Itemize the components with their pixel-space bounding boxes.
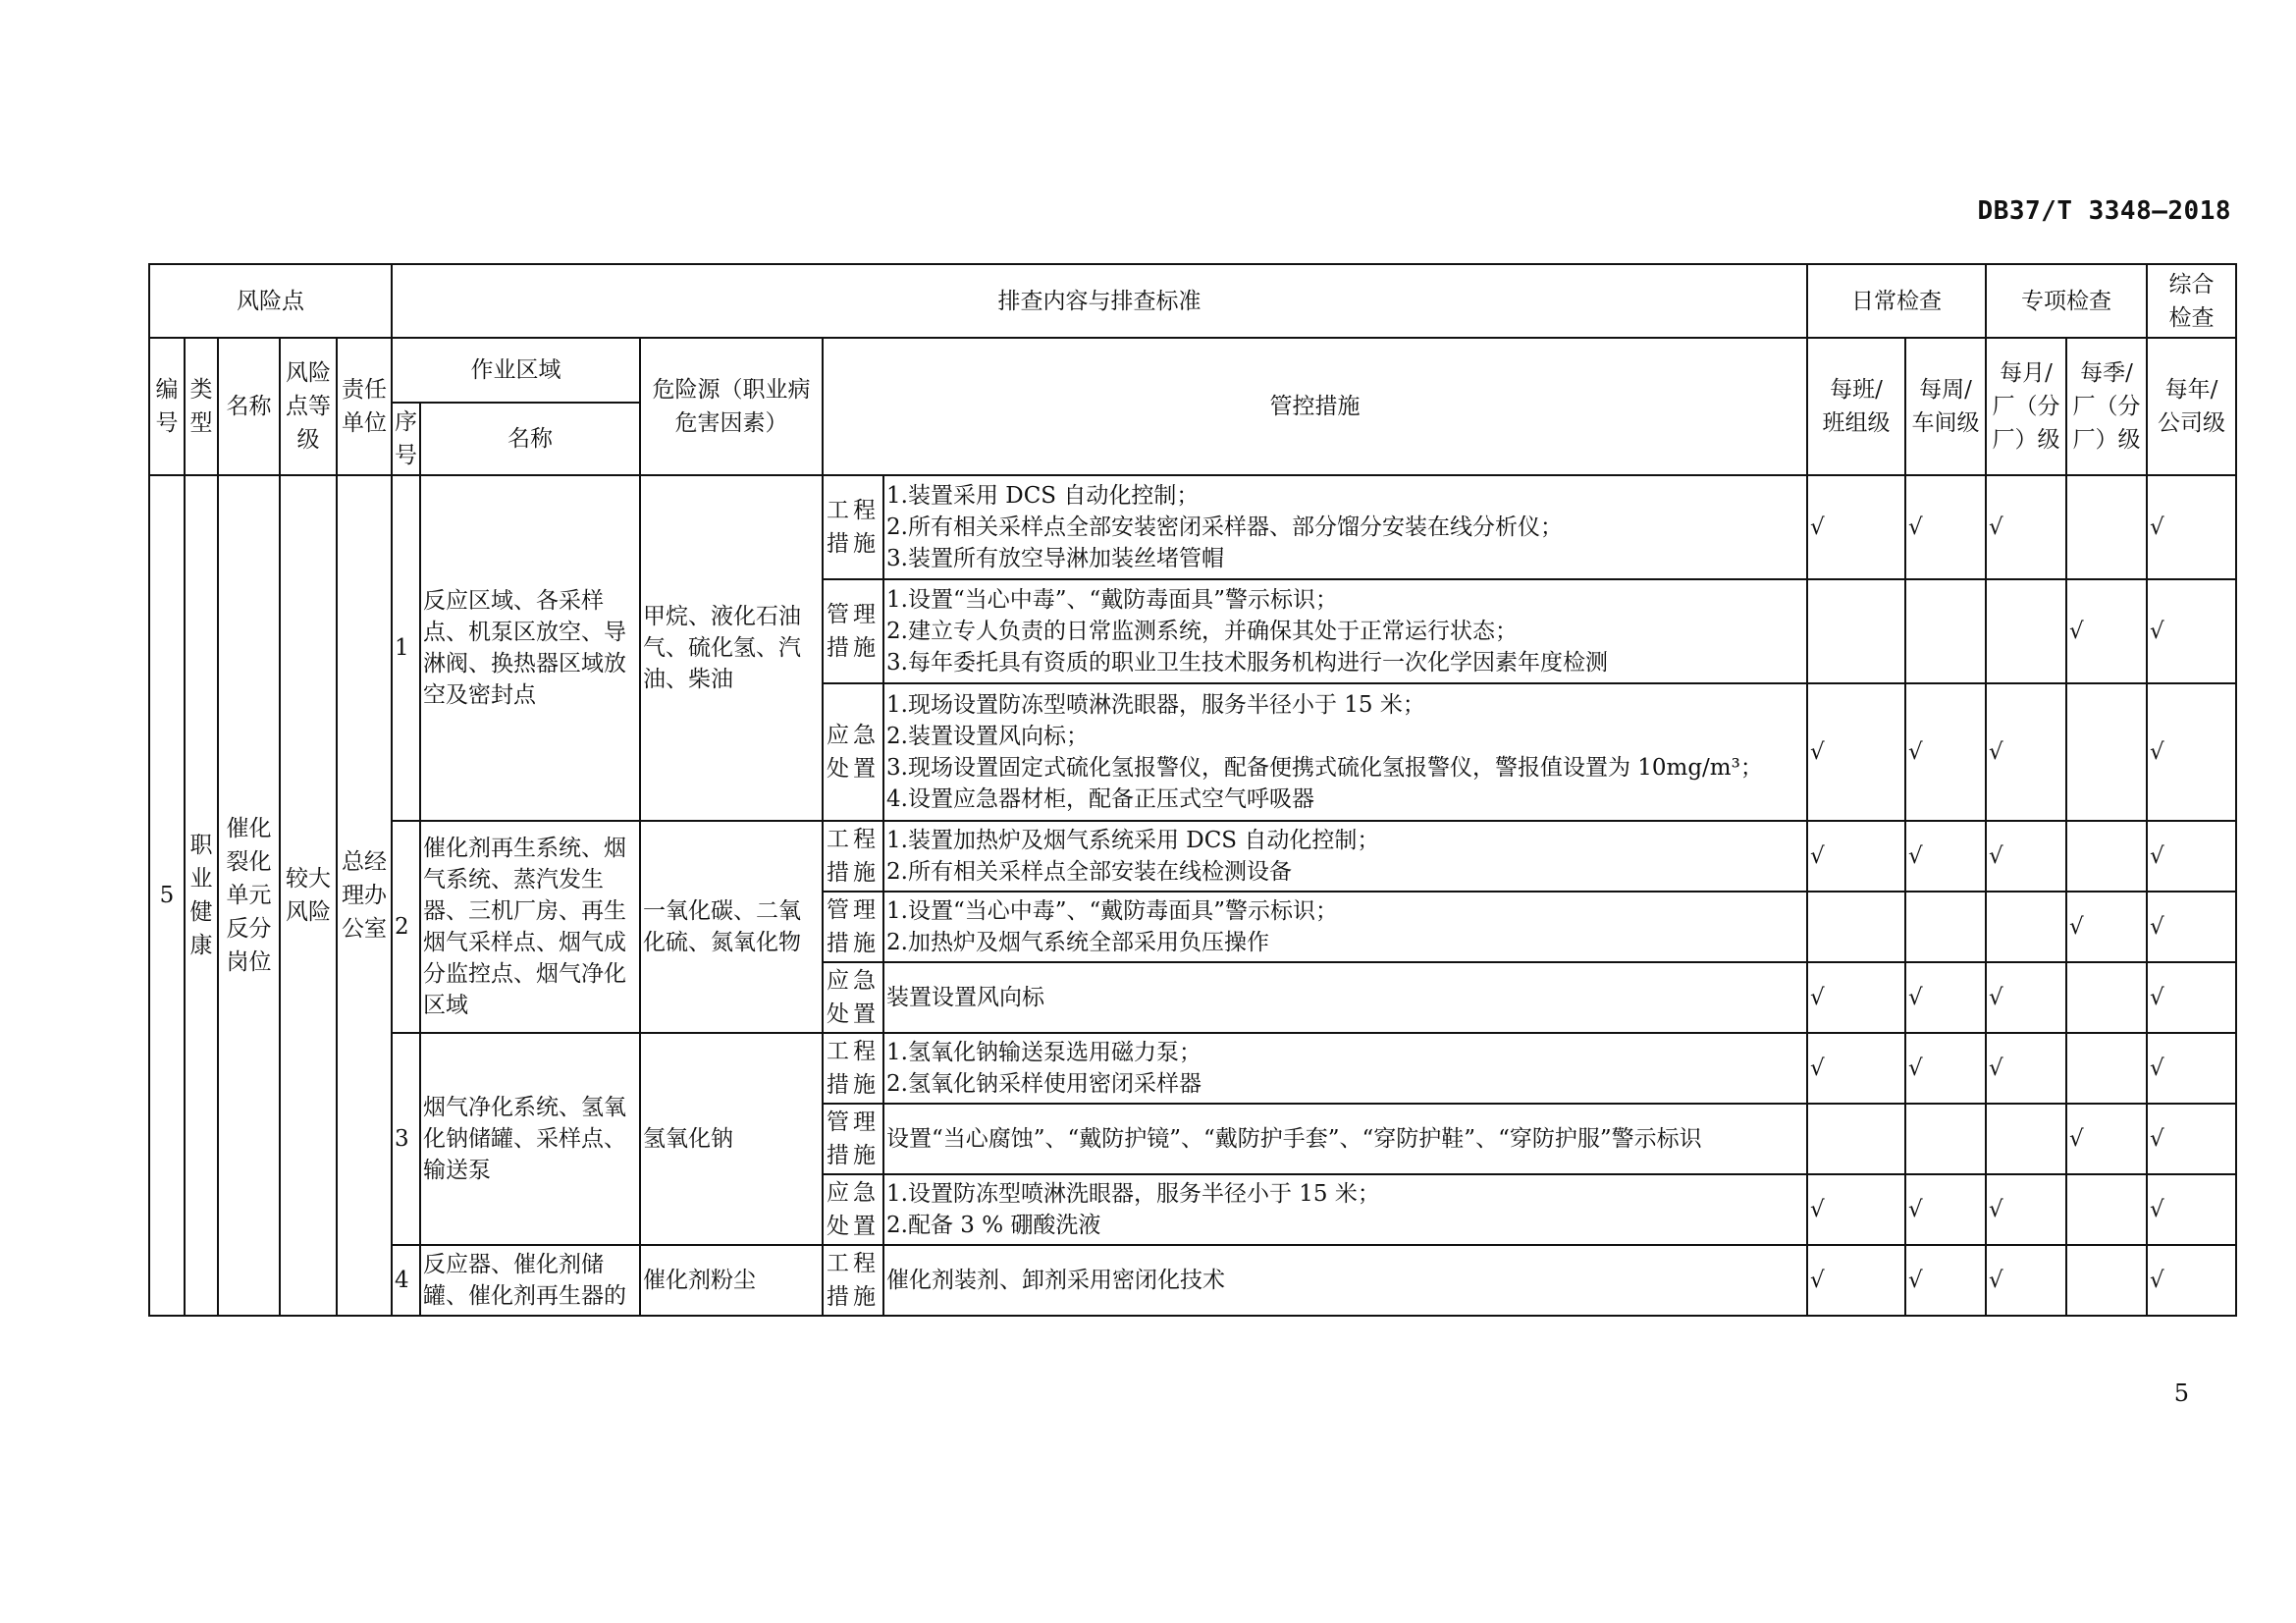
check-per-shift: √: [1807, 1245, 1905, 1316]
hazard-source: 甲烷、液化石油气、硫化氢、汽油、柴油: [640, 475, 823, 821]
check-per-quarter: [2066, 683, 2147, 821]
measure-line: 1.氢氧化钠输送泵选用磁力泵；: [886, 1040, 1201, 1065]
measure-line: 4.设置应急器材柜，配备正压式空气呼吸器: [886, 786, 1314, 812]
measure-text: [883, 1174, 1807, 1245]
check-per-week: √: [1905, 821, 1986, 892]
measure-line: 2.加热炉及烟气系统全部采用负压操作: [886, 930, 1269, 955]
measure-line: 3.现场设置固定式硫化氢报警仪，配备便携式硫化氢报警仪，警报值设置为 10mg/m³；: [886, 755, 1763, 781]
measure-category: 工程 措施: [823, 1033, 883, 1104]
check-per-year: √: [2147, 683, 2236, 821]
check-per-year: √: [2147, 892, 2236, 962]
hazard-source: 催化剂粉尘: [640, 1245, 823, 1316]
area-seq: 1: [392, 475, 420, 821]
measure-line: 3.装置所有放空导淋加装丝堵管帽: [886, 546, 1224, 571]
check-per-year: √: [2147, 821, 2236, 892]
check-per-quarter: √: [2066, 579, 2147, 683]
check-per-quarter: [2066, 1245, 2147, 1316]
risk-level: 较大 风险: [280, 475, 337, 1316]
measure-text: [883, 1245, 1807, 1316]
measure-category: 工程 措施: [823, 1245, 883, 1316]
measure-text: [883, 1104, 1807, 1174]
header-comprehensive-check: 综合 检查: [2147, 264, 2236, 338]
check-per-week: [1905, 1104, 1986, 1174]
area-seq: 4: [392, 1245, 420, 1316]
page-number: 5: [2173, 1380, 2189, 1407]
measure-row: [149, 821, 2236, 892]
check-per-month: [1986, 892, 2066, 962]
check-per-week: √: [1905, 683, 1986, 821]
work-area-name: 烟气净化系统、氢氧化钠储罐、采样点、输送泵: [420, 1033, 640, 1245]
measure-row: [149, 1245, 2236, 1316]
check-per-month: √: [1986, 475, 2066, 579]
header-special-check: 专项检查: [1986, 264, 2147, 338]
work-area-name: 反应器、催化剂储罐、催化剂再生器的: [420, 1245, 640, 1316]
check-per-shift: √: [1807, 962, 1905, 1033]
header-name: 名称: [218, 338, 280, 475]
check-per-year: √: [2147, 579, 2236, 683]
risk-type: 职 业 健 康: [185, 475, 218, 1316]
measure-line: 2.氢氧化钠采样使用密闭采样器: [886, 1071, 1201, 1097]
hazard-source: 氢氧化钠: [640, 1033, 823, 1245]
check-per-year: √: [2147, 1174, 2236, 1245]
header-risk-level: 风险 点等 级: [280, 338, 337, 475]
check-per-month: √: [1986, 683, 2066, 821]
check-per-quarter: [2066, 1174, 2147, 1245]
measure-text: [883, 683, 1807, 821]
check-per-week: √: [1905, 1033, 1986, 1104]
check-per-week: √: [1905, 1174, 1986, 1245]
header-area-name: 名称: [420, 403, 640, 475]
check-per-week: √: [1905, 1245, 1986, 1316]
header-per-week: 每周/ 车间级: [1905, 338, 1986, 475]
header-measures: 管控措施: [823, 338, 1807, 475]
measure-line: 1.设置防冻型喷淋洗眼器，服务半径小于 15 米；: [886, 1181, 1380, 1207]
risk-no: 5: [149, 475, 185, 1316]
check-per-quarter: [2066, 475, 2147, 579]
check-per-shift: √: [1807, 683, 1905, 821]
header-per-shift: 每班/ 班组级: [1807, 338, 1905, 475]
hazard-source: 一氧化碳、二氧化硫、氮氧化物: [640, 821, 823, 1033]
header-work-area: 作业区域: [392, 338, 640, 403]
check-per-quarter: [2066, 1033, 2147, 1104]
measure-line: 2.装置设置风向标；: [886, 724, 1089, 749]
measure-text: [883, 892, 1807, 962]
measure-line: 1.现场设置防冻型喷淋洗眼器，服务半径小于 15 米；: [886, 692, 1425, 718]
header-no: 编 号: [149, 338, 185, 475]
measure-line: 2.建立专人负责的日常监测系统，并确保其处于正常运行状态；: [886, 619, 1518, 644]
check-per-month: √: [1986, 962, 2066, 1033]
measure-line: 1.设置“当心中毒”、“戴防毒面具”警示标识；: [886, 898, 1338, 924]
check-per-month: [1986, 579, 2066, 683]
measure-line: 1.装置采用 DCS 自动化控制；: [886, 483, 1200, 509]
work-area-name: 催化剂再生系统、烟气系统、蒸汽发生器、三机厂房、再生烟气采样点、烟气成分监控点、烟气净化区域: [420, 821, 640, 1033]
check-per-week: [1905, 579, 1986, 683]
measure-line: 2.所有相关采样点全部安装在线检测设备: [886, 859, 1292, 885]
measure-line: 催化剂装剂、卸剂采用密闭化技术: [886, 1268, 1225, 1293]
check-per-shift: [1807, 892, 1905, 962]
area-seq: 2: [392, 821, 420, 1033]
check-per-shift: √: [1807, 1174, 1905, 1245]
measure-category: 应急 处置: [823, 1174, 883, 1245]
measure-line: 1.设置“当心中毒”、“戴防毒面具”警示标识；: [886, 587, 1338, 613]
measure-text: [883, 579, 1807, 683]
risk-name: 催化 裂化 单元 反分 岗位: [218, 475, 280, 1316]
risk-responsible-unit: 总经 理办 公室: [337, 475, 392, 1316]
check-per-year: √: [2147, 475, 2236, 579]
header-daily-check: 日常检查: [1807, 264, 1986, 338]
header-row-1: [149, 264, 2236, 338]
check-per-quarter: √: [2066, 892, 2147, 962]
check-per-year: √: [2147, 1104, 2236, 1174]
measure-line: 2.配备 3 % 硼酸洗液: [886, 1213, 1101, 1238]
measure-line: 2.所有相关采样点全部安装密闭采样器、部分馏分安装在线分析仪；: [886, 514, 1563, 540]
measure-category: 工程 措施: [823, 475, 883, 579]
area-seq: 3: [392, 1033, 420, 1245]
measure-text: [883, 821, 1807, 892]
measure-category: 管理 措施: [823, 892, 883, 962]
header-per-year: 每年/ 公司级: [2147, 338, 2236, 475]
measure-line: 1.装置加热炉及烟气系统采用 DCS 自动化控制；: [886, 828, 1380, 853]
check-per-quarter: √: [2066, 1104, 2147, 1174]
measure-row: [149, 475, 2236, 579]
check-per-month: √: [1986, 1245, 2066, 1316]
measure-category: 工程 措施: [823, 821, 883, 892]
work-area-name: 反应区域、各采样点、机泵区放空、导淋阀、换热器区域放空及密封点: [420, 475, 640, 821]
check-per-shift: √: [1807, 475, 1905, 579]
header-type: 类 型: [185, 338, 218, 475]
measure-category: 应急 处置: [823, 683, 883, 821]
measure-text: [883, 1033, 1807, 1104]
check-per-month: √: [1986, 1174, 2066, 1245]
document-code: DB37/T 3348—2018: [1977, 196, 2231, 226]
check-per-week: [1905, 892, 1986, 962]
measure-category: 应急 处置: [823, 962, 883, 1033]
measure-row: [149, 1033, 2236, 1104]
header-per-quarter: 每季/ 厂（分 厂）级: [2066, 338, 2147, 475]
measure-category: 管理 措施: [823, 579, 883, 683]
check-per-shift: [1807, 579, 1905, 683]
check-per-quarter: [2066, 821, 2147, 892]
check-per-year: √: [2147, 1245, 2236, 1316]
header-risk-point: 风险点: [149, 264, 392, 338]
measure-category: 管理 措施: [823, 1104, 883, 1174]
check-per-shift: [1807, 1104, 1905, 1174]
check-per-week: √: [1905, 475, 1986, 579]
check-per-month: √: [1986, 821, 2066, 892]
measure-text: [883, 962, 1807, 1033]
header-hazard: 危险源（职业病 危害因素）: [640, 338, 823, 475]
header-content-standard: 排查内容与排查标准: [392, 264, 1807, 338]
check-per-month: [1986, 1104, 2066, 1174]
check-per-year: √: [2147, 1033, 2236, 1104]
measure-line: 设置“当心腐蚀”、“戴防护镜”、“戴防护手套”、“穿防护鞋”、“穿防护服”警示标识: [886, 1126, 1702, 1152]
header-row-2: [149, 338, 2236, 403]
check-per-week: √: [1905, 962, 1986, 1033]
check-per-month: √: [1986, 1033, 2066, 1104]
measure-text: [883, 475, 1807, 579]
risk-control-table: [148, 263, 2237, 1317]
measure-line: 3.每年委托具有资质的职业卫生技术服务机构进行一次化学因素年度检测: [886, 650, 1608, 676]
header-seq: 序 号: [392, 403, 420, 475]
measure-line: 装置设置风向标: [886, 985, 1044, 1010]
header-per-month: 每月/ 厂（分 厂）级: [1986, 338, 2066, 475]
check-per-shift: √: [1807, 1033, 1905, 1104]
header-responsible-unit: 责任 单位: [337, 338, 392, 475]
check-per-year: √: [2147, 962, 2236, 1033]
check-per-quarter: [2066, 962, 2147, 1033]
check-per-shift: √: [1807, 821, 1905, 892]
